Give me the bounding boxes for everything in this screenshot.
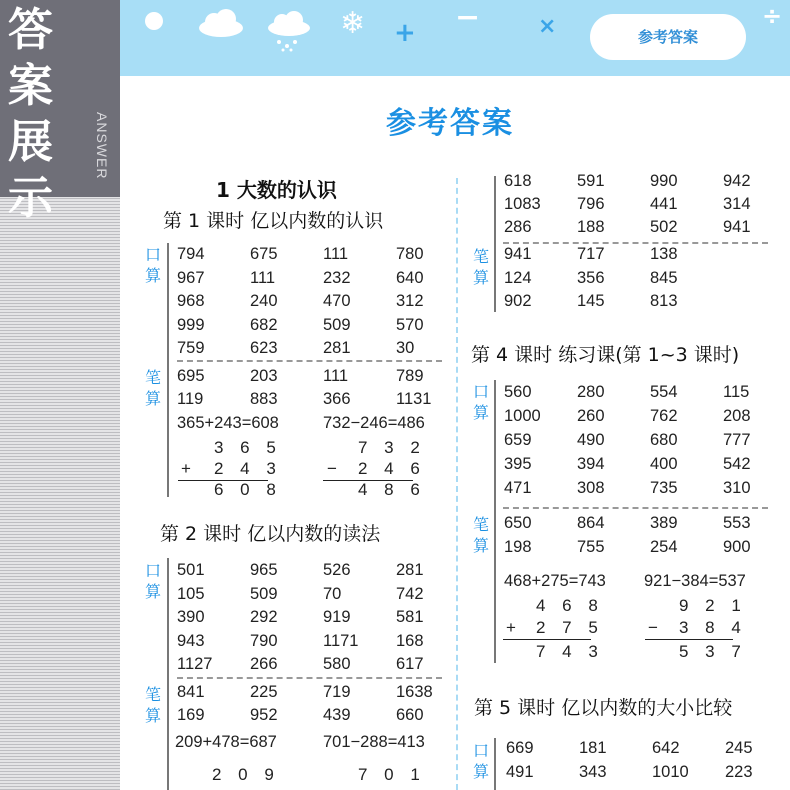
answer-value: 502 bbox=[650, 218, 678, 236]
answer-value: 111 bbox=[323, 367, 349, 385]
vertical-bottom: 2 7 5 bbox=[536, 618, 604, 637]
answer-value: 623 bbox=[250, 339, 278, 357]
answer-value: 111 bbox=[250, 268, 276, 287]
answer-value: 999 bbox=[177, 315, 205, 334]
answer-value: 119 bbox=[177, 390, 204, 408]
answer-bracket bbox=[494, 176, 496, 312]
vertical-top: 9 2 1 bbox=[679, 596, 747, 615]
answer-value: 470 bbox=[323, 292, 351, 310]
lesson-1-title: 第 1 课时 亿以内数的认识 bbox=[163, 210, 384, 232]
answer-value: 941 bbox=[504, 245, 532, 263]
section-divider bbox=[503, 242, 768, 244]
answer-value: 554 bbox=[650, 383, 678, 401]
answer-value: 312 bbox=[396, 292, 424, 310]
answer-value: 919 bbox=[323, 608, 351, 626]
answer-value: 260 bbox=[577, 407, 605, 425]
times-icon: × bbox=[538, 14, 557, 39]
answer-value: 841 bbox=[177, 683, 205, 701]
answer-value: 1638 bbox=[396, 683, 433, 701]
vertical-line bbox=[645, 639, 733, 640]
unit-title: 1 大数的认识 bbox=[216, 178, 337, 202]
answer-value: 439 bbox=[323, 706, 351, 724]
answer-value: 943 bbox=[177, 631, 205, 650]
answer-value: 240 bbox=[250, 292, 278, 310]
answer-value: 198 bbox=[504, 538, 532, 556]
answer-value: 286 bbox=[504, 218, 532, 236]
answer-value: 669 bbox=[506, 739, 534, 757]
answer-bracket bbox=[167, 558, 169, 790]
side-title: 答 案 展 示 bbox=[8, 3, 54, 224]
answer-value: 389 bbox=[650, 514, 678, 532]
answer-value: 965 bbox=[250, 561, 278, 579]
answer-value: 717 bbox=[577, 245, 605, 263]
answer-bracket bbox=[494, 380, 496, 663]
answer-value: 659 bbox=[504, 431, 532, 449]
answer-value: 509 bbox=[250, 584, 278, 603]
kousuan-tag: 口 算 bbox=[144, 245, 161, 285]
answer-value: 30 bbox=[396, 339, 415, 357]
answer-value: 208 bbox=[723, 407, 751, 425]
kousuan-tag: 口 算 bbox=[472, 741, 489, 781]
plus-icon: + bbox=[394, 18, 416, 48]
answer-value: 223 bbox=[725, 763, 753, 781]
answer-value: 509 bbox=[323, 315, 351, 334]
answer-value: 660 bbox=[396, 706, 424, 724]
answer-value: 553 bbox=[723, 514, 751, 532]
answer-value: 990 bbox=[650, 172, 678, 190]
answer-value: 941 bbox=[723, 218, 751, 236]
answer-value: 735 bbox=[650, 479, 678, 497]
answer-value: 366 bbox=[323, 390, 351, 408]
vertical-op: + bbox=[506, 618, 522, 637]
answer-bracket bbox=[494, 738, 496, 790]
answer-value: 902 bbox=[504, 292, 532, 310]
vertical-op: − bbox=[648, 618, 664, 637]
bisuan-tag: 笔 算 bbox=[144, 685, 161, 725]
answer-value: 952 bbox=[250, 706, 278, 724]
answer-value: 794 bbox=[177, 245, 205, 263]
answer-value: 225 bbox=[250, 683, 278, 701]
answer-value: 254 bbox=[650, 538, 678, 556]
vertical-top: 4 6 8 bbox=[536, 596, 604, 615]
answer-value: 394 bbox=[577, 455, 605, 473]
answer-value: 967 bbox=[177, 268, 205, 287]
answer-value: 490 bbox=[577, 431, 605, 449]
answer-value: 138 bbox=[650, 245, 678, 263]
answer-value: 1000 bbox=[504, 407, 541, 425]
answer-value: 245 bbox=[725, 739, 753, 757]
column-divider bbox=[456, 178, 458, 790]
answer-value: 181 bbox=[579, 739, 607, 757]
lesson-4-title: 第 4 课时 练习课(第 1~3 课时) bbox=[471, 344, 740, 366]
answer-value: 650 bbox=[504, 514, 532, 532]
answer-value: 560 bbox=[504, 383, 532, 401]
answer-value: 1010 bbox=[652, 763, 689, 781]
vertical-op: − bbox=[327, 459, 343, 478]
answer-value: 203 bbox=[250, 367, 278, 385]
answer-value: 310 bbox=[723, 479, 751, 497]
answer-value: 581 bbox=[396, 608, 424, 626]
section-divider bbox=[177, 360, 442, 362]
vertical-bottom: 2 4 3 bbox=[214, 459, 282, 478]
answer-value: 755 bbox=[577, 538, 605, 556]
answer-value: 343 bbox=[579, 763, 607, 781]
rain-cloud-icon bbox=[265, 10, 313, 52]
kousuan-tag: 口 算 bbox=[144, 561, 161, 601]
answer-value: 115 bbox=[723, 383, 750, 401]
side-english-label: ANSWER bbox=[94, 112, 110, 180]
answer-value: 680 bbox=[650, 431, 678, 449]
answer-value: 580 bbox=[323, 655, 351, 673]
answer-value: 759 bbox=[177, 339, 205, 357]
answer-value: 796 bbox=[577, 195, 605, 213]
vertical-bottom: 3 8 4 bbox=[679, 618, 747, 637]
answer-value: 124 bbox=[504, 268, 532, 287]
answer-value: 501 bbox=[177, 561, 205, 579]
answer-value: 232 bbox=[323, 268, 351, 287]
answer-value: 390 bbox=[177, 608, 205, 626]
answer-value: 640 bbox=[396, 268, 424, 287]
answer-value: 266 bbox=[250, 655, 278, 673]
minus-icon: − bbox=[455, 0, 481, 35]
answer-value: 864 bbox=[577, 514, 605, 532]
vertical-top: 2 0 9 bbox=[212, 765, 280, 784]
answer-value: 845 bbox=[650, 268, 678, 287]
bisuan-tag: 笔 算 bbox=[472, 247, 489, 287]
vertical-top: 3 6 5 bbox=[214, 438, 282, 457]
answer-value: 471 bbox=[504, 479, 532, 497]
answer-value: 777 bbox=[723, 431, 751, 449]
answer-value: 292 bbox=[250, 608, 278, 626]
answer-badge: 参考答案 bbox=[590, 14, 746, 60]
answer-value: 942 bbox=[723, 172, 751, 190]
vertical-top: 7 3 2 bbox=[358, 438, 426, 457]
lesson-5-title: 第 5 课时 亿以内数的大小比较 bbox=[474, 697, 733, 719]
answer-value: 1131 bbox=[396, 390, 432, 408]
answer-value: 618 bbox=[504, 172, 532, 190]
vertical-op: + bbox=[181, 459, 197, 478]
vertical-top: 7 0 1 bbox=[358, 765, 426, 784]
answer-value: 1127 bbox=[177, 655, 213, 673]
answer-value: 526 bbox=[323, 561, 351, 579]
answer-value: 70 bbox=[323, 584, 342, 603]
vertical-result: 7 4 3 bbox=[536, 642, 604, 661]
answer-value: 169 bbox=[177, 706, 205, 724]
answer-value: 789 bbox=[396, 367, 424, 385]
lesson-2-title: 第 2 课时 亿以内数的读法 bbox=[160, 523, 381, 545]
answer-bracket bbox=[167, 243, 169, 497]
answer-value: 900 bbox=[723, 538, 751, 556]
answer-value: 356 bbox=[577, 268, 605, 287]
divide-icon: ÷ bbox=[762, 2, 783, 30]
answer-value: 695 bbox=[177, 367, 205, 385]
answer-value: 111 bbox=[323, 245, 349, 263]
answer-value: 168 bbox=[396, 631, 424, 650]
answer-value: 1083 bbox=[504, 195, 541, 213]
answer-value: 742 bbox=[396, 584, 424, 603]
answer-value: 968 bbox=[177, 292, 205, 310]
answer-value: 790 bbox=[250, 631, 278, 650]
answer-value: 591 bbox=[577, 172, 605, 190]
bisuan-tag: 笔 算 bbox=[144, 368, 161, 408]
section-divider bbox=[177, 677, 442, 679]
answer-value: 314 bbox=[723, 195, 751, 213]
answer-value: 762 bbox=[650, 407, 678, 425]
answer-value: 883 bbox=[250, 390, 278, 408]
vertical-result: 6 0 8 bbox=[214, 480, 282, 499]
answer-value: 719 bbox=[323, 683, 351, 701]
section-divider bbox=[503, 507, 768, 509]
vertical-line bbox=[503, 639, 591, 640]
answer-value: 570 bbox=[396, 315, 424, 334]
cloud-icon bbox=[196, 8, 246, 38]
answer-value: 642 bbox=[652, 739, 680, 757]
answer-value: 400 bbox=[650, 455, 678, 473]
answer-value: 145 bbox=[577, 292, 605, 310]
answer-value: 780 bbox=[396, 245, 424, 263]
answer-value: 682 bbox=[250, 315, 278, 334]
answer-value: 1171 bbox=[323, 631, 359, 650]
bisuan-tag: 笔 算 bbox=[472, 515, 489, 555]
answer-value: 441 bbox=[650, 195, 678, 213]
answer-value: 617 bbox=[396, 655, 424, 673]
answer-value: 281 bbox=[396, 561, 424, 579]
vertical-result: 4 8 6 bbox=[358, 480, 426, 499]
vertical-bottom: 2 4 6 bbox=[358, 459, 426, 478]
answer-value: 188 bbox=[577, 218, 605, 236]
answer-value: 280 bbox=[577, 383, 605, 401]
answer-value: 105 bbox=[177, 584, 205, 603]
vertical-result: 5 3 7 bbox=[679, 642, 747, 661]
answer-value: 395 bbox=[504, 455, 532, 473]
answer-value: 542 bbox=[723, 455, 751, 473]
answer-value: 281 bbox=[323, 339, 351, 357]
answer-value: 491 bbox=[506, 763, 534, 781]
sun-icon bbox=[145, 12, 163, 30]
answer-value: 308 bbox=[577, 479, 605, 497]
snowflake-icon: ❄ bbox=[340, 6, 366, 41]
page-title: 参考答案 bbox=[386, 106, 514, 141]
answer-value: 675 bbox=[250, 245, 278, 263]
answer-value: 813 bbox=[650, 292, 678, 310]
side-label-block bbox=[0, 0, 120, 224]
kousuan-tag: 口 算 bbox=[472, 382, 489, 422]
